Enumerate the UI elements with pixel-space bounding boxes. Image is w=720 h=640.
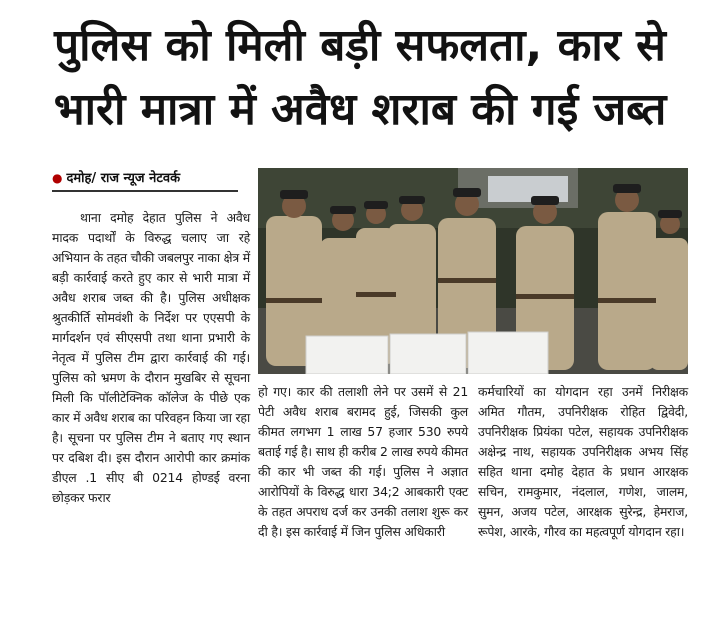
police-team-photo-icon — [258, 168, 688, 374]
column-1-text: थाना दमोह देहात पुलिस ने अवैध मादक पदार्थों के विरुद्ध चलाए जा रहे अभियान के तहत चौकी जबलपुर नाका क्षेत्र में बड़ी कार्रवाई करते हुए कार से भारी मात्रा में अवैध शराब जब्त की है। पुलिस अधीक्षक श्रुतकीर्ति सोमवंशी के निर्देश पर एएसपी के मार्गदर्शन एवं सीएसपी तथा थाना प्रभारी के नेतृत्व में पुलिस टीम द्वारा कार्रवाई की गई। पुलिस को भ्रमण के दौरान मुखबिर से सूचना मिली कि पॉलीटेक्निक कॉलेज के पीछे एक कार में अवैध शराब का परिवहन किया जा रहा है। सूचना पर पुलिस टीम ने बताए गए स्थान पर दबिश दी। इस दौरान आरोपी कार क्रमांक डीएल .1 सीए बी 0214 होण्डई वरना छोड़कर फरार — [52, 210, 250, 505]
headline-line-2: भारी मात्रा में अवैध शराब की गई जब्त — [53, 84, 667, 135]
bullet-icon: ● — [52, 171, 63, 185]
headline — [0, 14, 720, 142]
column-3-text: कर्मचारियों का योगदान रहा उनमें निरीक्षक अमित गौतम, उपनिरीक्षक रोहित द्विवेदी, उपनिरीक्षक प्रियंका पटेल, सहायक उपनिरीक्षक अक्षेन्द्र नाथ, सहायक उपनिरीक्षक अभय सिंह सहित थाना दमोह देहात के प्रधान आरक्षक सचिन, रामकुमार, नंदलाल, गणेश, जालम, सुमन, अजय पटेल, आरक्षक सुरेन्द्र, हेमराज, रूपेश, आरके, गौरव का महत्वपूर्ण योगदान रहा। — [478, 384, 688, 539]
article-column-2 — [258, 382, 468, 542]
byline — [52, 168, 180, 186]
byline-divider — [52, 190, 238, 192]
byline-text: दमोह/ राज न्यूज नेटवर्क — [66, 171, 181, 186]
article-column-1 — [52, 208, 250, 508]
headline-line-1: पुलिस को मिली बड़ी सफलता, कार से — [54, 20, 666, 71]
news-photo — [258, 168, 688, 374]
article-column-3 — [478, 382, 688, 542]
column-2-text: हो गए। कार की तलाशी लेने पर उसमें से 21 पेटी अवैध शराब बरामद हुई, जिसकी कुल कीमत लगभग 1 लाख 57 हजार 530 रुपये बताई गई है। साथ ही करीब 2 लाख रुपये कीमत की कार भी जब्त की गई। पुलिस ने अज्ञात आरोपियों के विरुद्ध धारा 34;2 आबकारी एक्ट के तहत अपराध दर्ज कर उनकी तलाश शुरू कर दी है। इस कार्रवाई में जिन पुलिस अधिकारी — [258, 384, 468, 539]
